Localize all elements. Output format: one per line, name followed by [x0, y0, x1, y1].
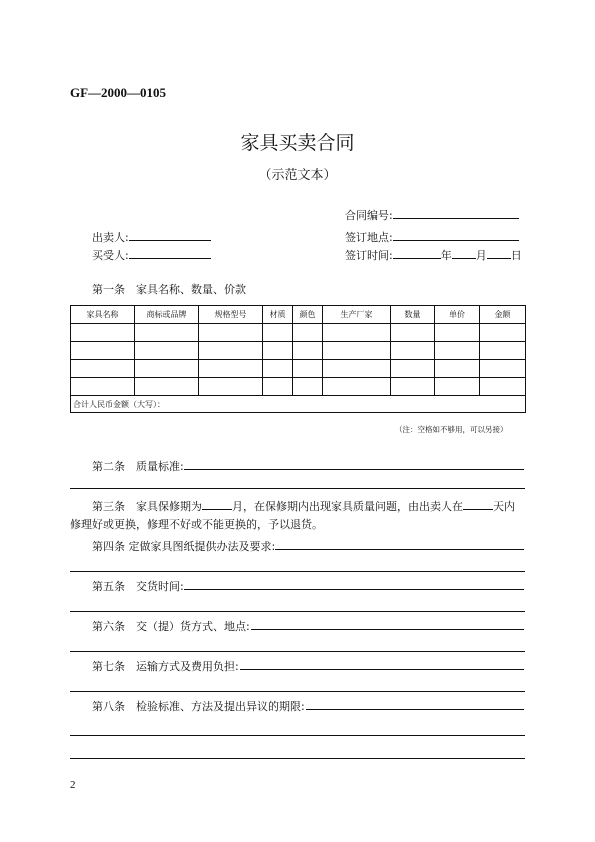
table-cell[interactable]: [293, 342, 323, 360]
table-cell[interactable]: [435, 342, 480, 360]
table-cell[interactable]: [293, 360, 323, 378]
column-header: 生产厂家: [323, 306, 391, 324]
table-cell[interactable]: [435, 324, 480, 342]
article-8-blank-line[interactable]: [70, 758, 525, 759]
article-4-heading: 第四条 定做家具图纸提供办法及要求:: [92, 540, 276, 553]
seller-label: 出卖人:: [92, 231, 129, 244]
table-row: [71, 360, 526, 378]
table-cell[interactable]: [135, 360, 199, 378]
table-cell[interactable]: [199, 342, 263, 360]
article-7-heading: 第七条 运输方式及费用负担:: [92, 660, 239, 673]
table-cell[interactable]: [323, 360, 391, 378]
article-3-text: 第三条 家具保修期为: [92, 500, 202, 513]
table-total-row: [71, 396, 526, 413]
table-cell[interactable]: [293, 324, 323, 342]
table-cell[interactable]: [480, 324, 526, 342]
table-cell[interactable]: [435, 378, 480, 396]
column-header: 金额: [480, 306, 526, 324]
article-1-heading: 第一条 家具名称、数量、价款: [92, 283, 246, 296]
warranty-months-blank[interactable]: [202, 497, 232, 510]
contract-number-blank[interactable]: [393, 206, 519, 219]
sign-place-label: 签订地点:: [345, 231, 393, 244]
goods-table: [70, 305, 526, 413]
table-cell[interactable]: [71, 324, 135, 342]
article-3-line-1: [92, 497, 515, 514]
article-6-heading: 第六条 交（提）货方式、地点:: [92, 620, 250, 633]
table-cell[interactable]: [480, 342, 526, 360]
column-header: 单价: [435, 306, 480, 324]
table-note: （注：空格如不够用，可以另接）: [395, 425, 508, 434]
column-header: 颜色: [293, 306, 323, 324]
table-cell[interactable]: [71, 378, 135, 396]
document-title: 家具买卖合同: [240, 132, 355, 154]
table-cell[interactable]: [135, 324, 199, 342]
table-cell[interactable]: [263, 360, 293, 378]
table-cell[interactable]: [480, 360, 526, 378]
table-cell[interactable]: [263, 324, 293, 342]
column-header: 规格型号: [199, 306, 263, 324]
table-cell[interactable]: [135, 378, 199, 396]
table-cell[interactable]: [199, 378, 263, 396]
total-amount-cell[interactable]: 合计人民币金额（大写）：: [71, 396, 526, 413]
table-cell[interactable]: [435, 360, 480, 378]
table-cell[interactable]: [263, 378, 293, 396]
column-header: 数量: [391, 306, 435, 324]
table-header-row: [71, 306, 526, 324]
article-4-blank-line[interactable]: [70, 571, 525, 572]
article-5-blank[interactable]: [184, 589, 524, 590]
table-cell[interactable]: [71, 360, 135, 378]
article-5-blank-line[interactable]: [70, 611, 525, 612]
day-label: 日: [510, 249, 522, 262]
year-label: 年: [440, 249, 452, 262]
repair-days-blank[interactable]: [463, 497, 493, 510]
contract-number-field[interactable]: [345, 206, 519, 223]
table-cell[interactable]: [391, 324, 435, 342]
table-cell[interactable]: [71, 342, 135, 360]
article-7-blank[interactable]: [240, 669, 524, 670]
table-cell[interactable]: [391, 360, 435, 378]
table-cell[interactable]: [323, 378, 391, 396]
table-cell[interactable]: [391, 342, 435, 360]
article-5-heading: 第五条 交货时间:: [92, 580, 184, 593]
article-8-heading: 第八条 检验标准、方法及提出异议的期限:: [92, 700, 305, 713]
table-cell[interactable]: [263, 342, 293, 360]
article-8-blank[interactable]: [306, 709, 524, 710]
document-subtitle: （示范文本）: [258, 168, 337, 183]
sign-month-blank[interactable]: [452, 246, 476, 259]
article-2-blank[interactable]: [184, 469, 524, 470]
article-4-blank[interactable]: [275, 549, 524, 550]
table-cell[interactable]: [480, 378, 526, 396]
article-6-blank-line[interactable]: [70, 651, 525, 652]
table-cell[interactable]: [293, 378, 323, 396]
article-2-heading: 第二条 质量标准:: [92, 460, 184, 473]
contract-number-label: 合同编号:: [345, 209, 393, 222]
seller-field[interactable]: [92, 228, 211, 245]
page-number: 2: [70, 779, 76, 791]
column-header: 材质: [263, 306, 293, 324]
seller-blank[interactable]: [129, 228, 211, 241]
table-cell[interactable]: [391, 378, 435, 396]
table-cell[interactable]: [199, 360, 263, 378]
article-3-text: 天内: [493, 500, 515, 513]
buyer-blank[interactable]: [129, 246, 211, 259]
article-7-blank-line[interactable]: [70, 691, 525, 692]
buyer-field[interactable]: [92, 246, 211, 263]
table-cell[interactable]: [323, 342, 391, 360]
column-header: 商标或品牌: [135, 306, 199, 324]
article-8-blank-line[interactable]: [70, 735, 525, 736]
article-6-blank[interactable]: [251, 629, 524, 630]
article-3-line-2: 修理好或更换，修理不好或不能更换的，予以退货。: [70, 518, 323, 531]
month-label: 月: [475, 249, 487, 262]
column-header: 家具名称: [71, 306, 135, 324]
sign-year-blank[interactable]: [393, 246, 441, 259]
sign-time-field[interactable]: [345, 246, 522, 263]
sign-day-blank[interactable]: [487, 246, 511, 259]
table-cell[interactable]: [323, 324, 391, 342]
sign-place-blank[interactable]: [393, 228, 519, 241]
table-row: [71, 378, 526, 396]
sign-time-label: 签订时间:: [345, 249, 393, 262]
sign-place-field[interactable]: [345, 228, 519, 245]
table-cell[interactable]: [199, 324, 263, 342]
article-3-text: 月，在保修期内出现家具质量问题，由出卖人在: [232, 500, 463, 513]
table-cell[interactable]: [135, 342, 199, 360]
table-row: [71, 324, 526, 342]
document-code: GF—2000—0105: [70, 85, 167, 100]
article-2-blank-line[interactable]: [70, 488, 525, 489]
table-row: [71, 342, 526, 360]
buyer-label: 买受人:: [92, 249, 129, 262]
